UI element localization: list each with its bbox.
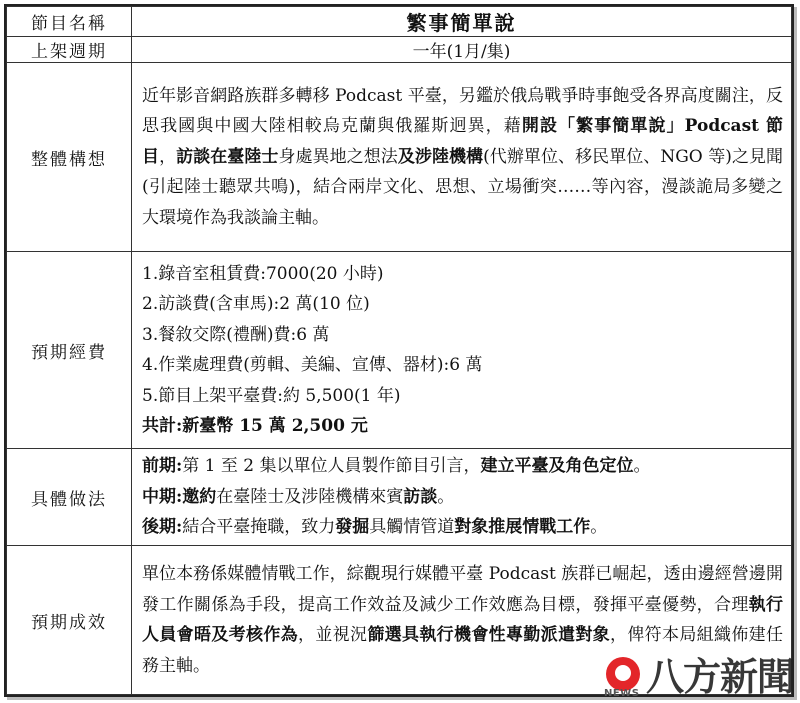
bold-text-segment: 前期:	[142, 456, 183, 477]
bold-text-segment: 對象推展情戰工作	[454, 517, 591, 538]
bold-text-segment: 訪談	[403, 486, 438, 507]
row-program-name	[7, 7, 792, 37]
text-segment: 單位本務係媒體情戰工作，綜觀現行媒體平臺 Podcast 族群已崛起，透由邊經營邊開發工作關係為手段，提高工作效益及減少工作效應為目標，發揮平臺優勢，合理	[142, 564, 783, 615]
text-segment: 在臺陸士及涉陸機構來賓	[216, 486, 404, 507]
document-table	[4, 4, 794, 697]
label-concept: 整體構想	[7, 63, 132, 252]
watermark-news: NEWS	[603, 688, 640, 699]
text-segment: 。	[633, 456, 651, 477]
bold-text-segment: 及涉陸機構	[397, 146, 484, 167]
bold-text-segment: 邀約	[182, 486, 217, 507]
text-segment: 身處異地之想法	[278, 146, 398, 167]
text-segment: (代辦單位、移民單位、NGO 等)之見聞(引起陸士聽眾共鳴)，結合兩岸文化、思想、立場衝突……等內容，漫談詭局多變之大環境作為我談論主軸。	[142, 146, 784, 228]
label-method: 具體做法	[7, 449, 132, 546]
bold-text-segment: 建立平臺及角色定位	[480, 456, 634, 477]
bold-text-segment: 篩選具執行機會性專勤派遣對象	[367, 625, 611, 645]
budget-item: 5.節目上架平臺費:約 5,500(1 年)	[142, 385, 401, 406]
period-value: 一年(1月/集)	[132, 37, 792, 63]
method-mid	[142, 482, 783, 513]
news-logo-icon	[604, 655, 644, 699]
bold-text-segment: 開設「繁事簡單說」Podcast 節目	[142, 116, 784, 167]
text-segment: 。	[590, 517, 608, 538]
text-segment: 。	[437, 486, 455, 507]
row-budget	[7, 252, 792, 449]
text-segment: 近年影音網路族群多轉移 Podcast 平臺，另鑑於俄烏戰爭時事飽受各界高度關注，反思我國與中國大陸相較烏克蘭與俄羅斯迥異，藉	[142, 85, 783, 137]
row-concept	[7, 63, 792, 252]
text-segment: ，	[159, 146, 177, 167]
row-period	[7, 37, 792, 63]
bold-text-segment: 執行人員會晤及考核作為	[142, 594, 784, 645]
label-results: 預期成效	[7, 546, 132, 695]
method-list	[132, 449, 792, 546]
text-segment: 結合平臺掩職，致力	[182, 517, 336, 538]
label-period: 上架週期	[7, 37, 132, 63]
method-early	[142, 451, 783, 482]
label-program-name: 節目名稱	[7, 7, 132, 37]
row-method	[7, 449, 792, 546]
bold-text-segment: 發掘	[335, 517, 370, 538]
text-segment: 第 1 至 2 集以單位人員製作節目引言，	[182, 456, 481, 477]
bold-text-segment: 訪談在臺陸士	[176, 146, 279, 167]
budget-total: 共計:新臺幣 15 萬 2,500 元	[142, 416, 368, 436]
program-title: 繁事簡單說	[132, 7, 792, 37]
budget-item: 3.餐敘交際(禮酬)費:6 萬	[142, 324, 330, 345]
text-segment: 具觸情管道	[369, 517, 455, 538]
budget-item: 4.作業處理費(剪輯、美編、宣傳、器材):6 萬	[142, 355, 483, 375]
label-budget: 預期經費	[7, 252, 132, 449]
text-segment: ，俾符本局組織佈建任務主軸。	[142, 625, 784, 676]
news-watermark	[604, 655, 794, 699]
text-segment: ，並視況	[298, 625, 368, 645]
bold-text-segment: 中期:	[142, 486, 183, 507]
method-late	[142, 512, 783, 543]
watermark-text: 八方新聞	[645, 655, 794, 699]
bold-text-segment: 後期:	[142, 517, 183, 538]
concept-text	[132, 63, 792, 252]
budget-list	[132, 252, 792, 449]
budget-item: 2.訪談費(含車馬):2 萬(10 位)	[142, 294, 370, 314]
budget-item: 1.錄音室租賃費:7000(20 小時)	[142, 263, 384, 284]
